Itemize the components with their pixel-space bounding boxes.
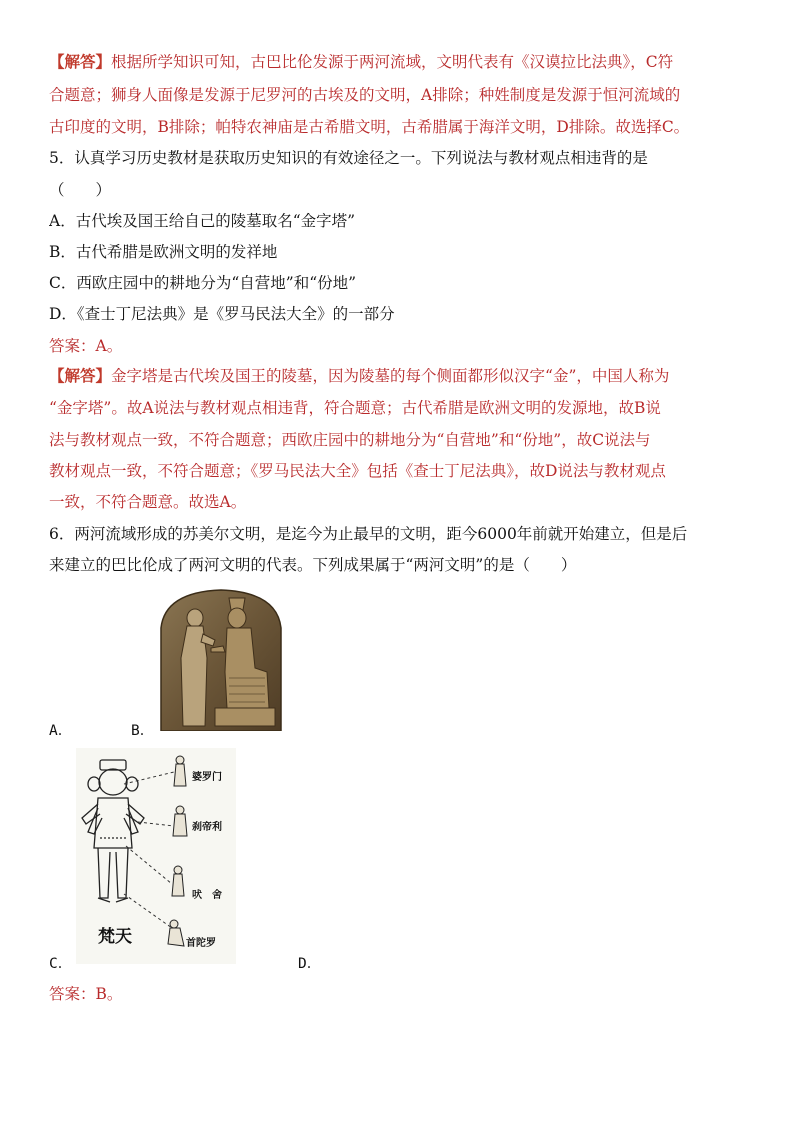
question-stem: 5．认真学习历史教材是获取历史知识的有效途径之一。下列说法与教材观点相违背的是 (49, 149, 648, 167)
answer: 答案：B。 (49, 985, 123, 1003)
hammurabi-stele-image (157, 588, 285, 731)
analysis-tag: 【解答】 (49, 52, 112, 71)
caste-label-shudra: 首陀罗 (186, 938, 216, 949)
caste-label-vaishya: 吠 舍 (192, 890, 222, 901)
analysis-line: 教材观点一致，不符合题意；《罗马民法大全》包括《查士丁尼法典》，故D说法与教材观点 (49, 462, 666, 480)
question-stem: 6．两河流域形成的苏美尔文明，是迄今为止最早的文明，距今6000年前就开始建立，但是后 (49, 525, 688, 543)
answer: 答案：A。 (49, 337, 123, 355)
caste-system-image (76, 748, 236, 964)
caste-label-kshatriya: 刹帝利 (192, 822, 222, 833)
analysis-line: 法与教材观点一致，不符合题意；西欧庄园中的耕地分为“自营地”和“份地”，故C说法与 (49, 431, 651, 449)
analysis-line: 一致，不符合题意。故选A。 (49, 493, 247, 511)
option-b: B．古代希腊是欧洲文明的发祥地 (49, 243, 278, 261)
analysis-line: 【解答】根据所学知识可知，古巴比伦发源于两河流域，文明代表有《汉谟拉比法典》，C符 (49, 52, 674, 71)
analysis-tag: 【解答】 (49, 366, 112, 385)
analysis-line: 古印度的文明，B排除；帕特农神庙是古希腊文明，古希腊属于海洋文明，D排除。故选择C。 (49, 118, 690, 136)
option-label-a: A． (49, 723, 73, 739)
option-label-b: B． (131, 723, 155, 739)
question-stem: 来建立的巴比伦成了两河文明的代表。下列成果属于“两河文明”的是（ ） (49, 556, 577, 574)
option-a: A．古代埃及国王给自己的陵墓取名“金字塔” (49, 212, 356, 230)
option-c: C．西欧庄园中的耕地分为“自营地”和“份地” (49, 274, 357, 292)
analysis-line: 【解答】金字塔是古代埃及国王的陵墓，因为陵墓的每个侧面都形似汉字“金”，中国人称为 (49, 366, 670, 385)
option-label-c: C． (49, 956, 73, 972)
option-label-d: D． (298, 956, 322, 972)
question-stem-blank: （ ） (49, 181, 112, 199)
caste-label-brahmin: 婆罗门 (192, 772, 222, 783)
analysis-line: “金字塔”。故A说法与教材观点相违背，符合题意；古代希腊是欧洲文明的发源地，故B说 (49, 399, 661, 417)
option-d: D．《查士丁尼法典》是《罗马民法大全》的一部分 (49, 305, 395, 323)
analysis-line: 合题意；狮身人面像是发源于尼罗河的古埃及的文明，A排除；种姓制度是发源于恒河流域的 (49, 86, 681, 104)
brahma-label: 梵天 (98, 927, 132, 947)
